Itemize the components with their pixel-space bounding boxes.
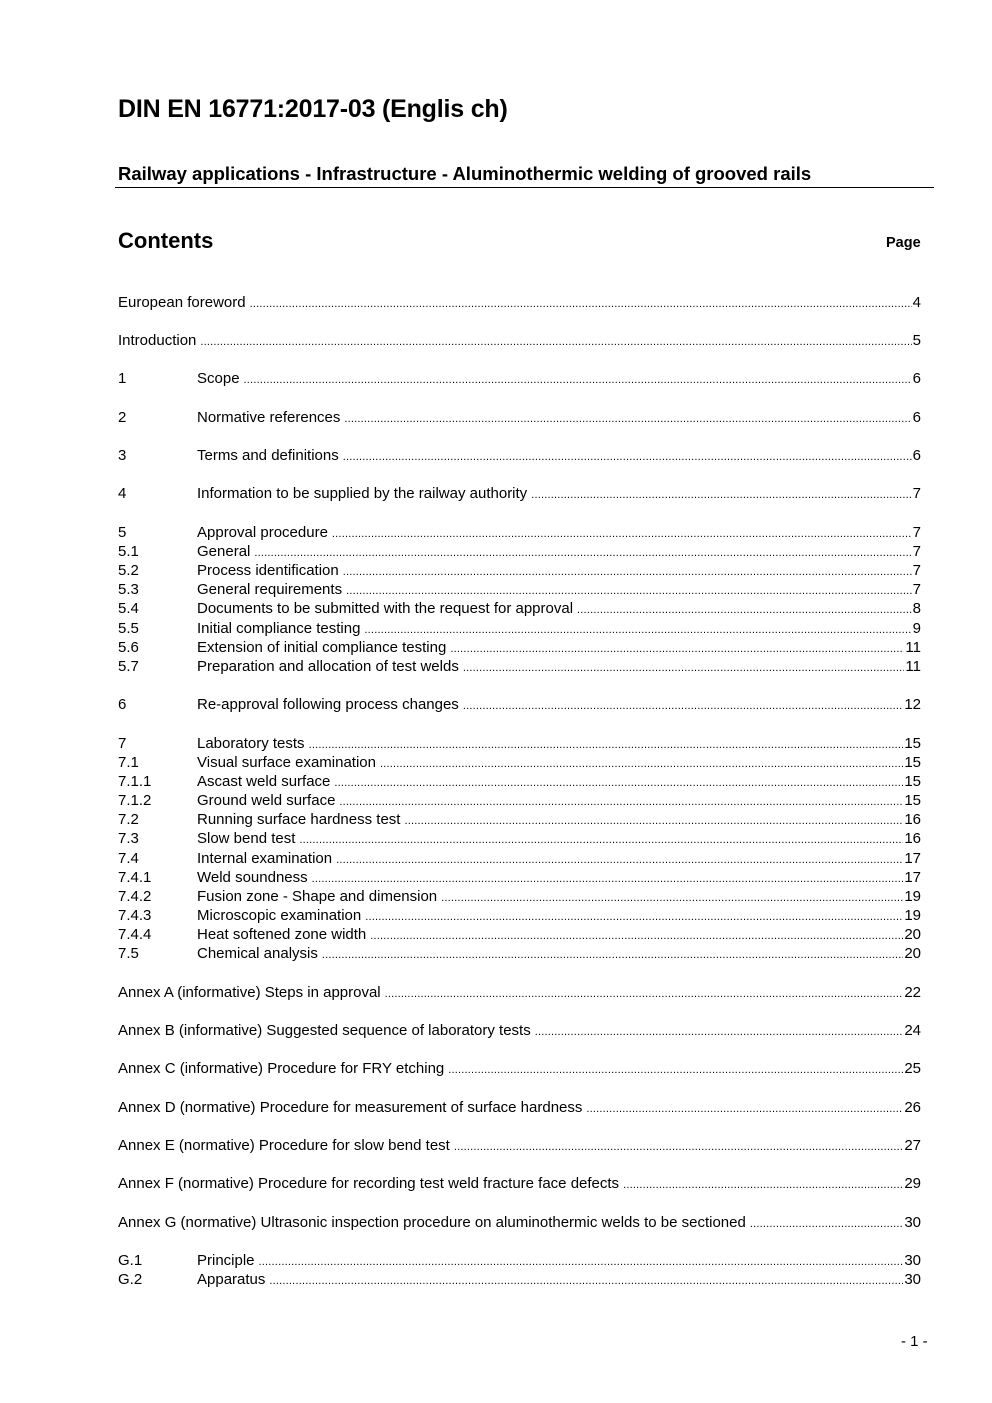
toc-entry[interactable] [118, 1174, 921, 1193]
toc-entry-title: Annex F (normative) Procedure for recording test weld fracture face defects [118, 1175, 620, 1192]
toc-entry[interactable] [118, 925, 921, 944]
toc-entry-title: Laboratory tests [197, 735, 305, 752]
toc-entry-page: 22 [904, 984, 921, 1001]
toc-entry-number: 3 [118, 447, 127, 464]
toc-entry-title: Heat softened zone width [197, 926, 367, 943]
toc-entry-page: 17 [904, 869, 921, 886]
toc-entry[interactable] [118, 983, 921, 1002]
toc-entry-page: 15 [904, 754, 921, 771]
toc-entry[interactable] [118, 753, 921, 772]
page-column-label: Page [886, 235, 921, 251]
toc-entry-page: 25 [904, 1060, 921, 1077]
toc-entry[interactable] [118, 484, 921, 503]
toc-entry-page: 7 [912, 485, 921, 502]
toc-entry-title: Fusion zone - Shape and dimension [197, 888, 438, 905]
toc-entry[interactable] [118, 810, 921, 829]
toc-entry-page: 7 [912, 524, 921, 541]
toc-entry-page: 30 [904, 1271, 921, 1288]
toc-entry[interactable] [118, 829, 921, 848]
toc-entry-number: 7.1 [118, 754, 139, 771]
toc-entry-title: Information to be supplied by the railway authority [197, 485, 528, 502]
toc-entry-page: 16 [904, 830, 921, 847]
toc-entry-number: 5.5 [118, 620, 139, 637]
toc-entry-page: 17 [904, 850, 921, 867]
toc-entry-number: 7.3 [118, 830, 139, 847]
toc-entry-title: Approval procedure [197, 524, 328, 541]
toc-entry-number: 7.1.2 [118, 792, 152, 809]
toc-dot-leader [750, 1215, 904, 1234]
toc-entry[interactable] [118, 619, 921, 638]
toc-entry-page: 12 [904, 696, 921, 713]
toc-entry-title: Visual surface examination [197, 754, 376, 771]
page-number-footer: - 1 - [901, 1333, 928, 1350]
toc-dot-leader [299, 831, 903, 850]
toc-entry[interactable] [118, 657, 921, 676]
toc-entry-number: 2 [118, 409, 127, 426]
toc-entry[interactable] [118, 293, 921, 312]
toc-entry[interactable] [118, 1136, 921, 1155]
toc-dot-leader [577, 601, 912, 620]
toc-entry-number: 7.2 [118, 811, 139, 828]
toc-entry-page: 11 [905, 639, 921, 656]
toc-entry[interactable] [118, 791, 921, 810]
toc-entry-number: 7.1.1 [118, 773, 152, 790]
toc-entry-page: 30 [904, 1214, 921, 1231]
toc-entry-title: Normative references [197, 409, 341, 426]
toc-entry-page: 20 [904, 926, 921, 943]
toc-entry-number: G.2 [118, 1271, 143, 1288]
toc-dot-leader [322, 946, 903, 965]
toc-entry[interactable] [118, 1213, 921, 1232]
title-rule [115, 187, 934, 188]
document-subtitle: Railway applications - Infrastructure - Aluminothermic welding of grooved rails [118, 163, 812, 184]
toc-entry[interactable] [118, 849, 921, 868]
toc-entry-title: Scope [197, 370, 240, 387]
toc-dot-leader [535, 1023, 904, 1042]
toc-entry-number: 7 [118, 735, 127, 752]
contents-heading: Contents [118, 228, 214, 253]
toc-entry[interactable] [118, 580, 921, 599]
document-title: DIN EN 16771:2017-03 (Englis ch) [118, 95, 508, 123]
toc-dot-leader [531, 486, 911, 505]
toc-entry[interactable] [118, 906, 921, 925]
toc-entry[interactable] [118, 734, 921, 753]
toc-entry-title: Annex A (informative) Steps in approval [118, 984, 381, 1001]
toc-entry-page: 19 [904, 907, 921, 924]
toc-dot-leader [343, 448, 912, 467]
toc-entry-page: 7 [912, 562, 921, 579]
toc-entry-title: Terms and definitions [197, 447, 339, 464]
toc-entry-page: 30 [904, 1252, 921, 1269]
toc-entry-number: 7.4.1 [118, 869, 152, 886]
toc-entry-page: 15 [904, 773, 921, 790]
toc-entry-title: Internal examination [197, 850, 333, 867]
toc-dot-leader [344, 410, 911, 429]
toc-entry[interactable] [118, 638, 921, 657]
toc-entry[interactable] [118, 446, 921, 465]
toc-entry-page: 9 [912, 620, 921, 637]
toc-entry-title: Initial compliance testing [197, 620, 361, 637]
toc-entry-page: 16 [904, 811, 921, 828]
toc-entry-number: 7.4 [118, 850, 139, 867]
toc-entry-page: 5 [912, 332, 921, 349]
toc-entry-number: 7.4.4 [118, 926, 152, 943]
toc-dot-leader [448, 1061, 903, 1080]
toc-entry-page: 7 [912, 543, 921, 560]
toc-entry-title: Annex B (informative) Suggested sequence of laboratory tests [118, 1022, 531, 1039]
toc-entry-title: Documents to be submitted with the request for approval [197, 600, 574, 617]
toc-entry-number: 6 [118, 696, 127, 713]
toc-dot-leader [463, 659, 905, 678]
toc-entry-number: 5.2 [118, 562, 139, 579]
toc-entry-page: 6 [912, 370, 921, 387]
toc-entry-title: Weld soundness [197, 869, 308, 886]
toc-entry-title: Principle [197, 1252, 255, 1269]
toc-dot-leader [586, 1100, 903, 1119]
toc-entry-page: 4 [912, 294, 921, 311]
toc-entry-number: 5.1 [118, 543, 139, 560]
toc-entry-title: Chemical analysis [197, 945, 318, 962]
toc-entry-page: 15 [904, 792, 921, 809]
toc-entry[interactable] [118, 944, 921, 963]
toc-entry[interactable] [118, 331, 921, 350]
toc-entry[interactable] [118, 408, 921, 427]
toc-entry-page: 27 [904, 1137, 921, 1154]
toc-entry-title: Ground weld surface [197, 792, 336, 809]
toc-dot-leader [244, 371, 912, 390]
toc-entry-title: Process identification [197, 562, 339, 579]
toc-dot-leader [623, 1176, 903, 1195]
toc-entry-title: General [197, 543, 251, 560]
toc-dot-leader [250, 295, 912, 314]
toc-entry[interactable] [118, 599, 921, 618]
toc-entry[interactable] [118, 772, 921, 791]
toc-dot-leader [269, 1272, 903, 1291]
toc-entry-page: 24 [904, 1022, 921, 1039]
toc-entry-title: Apparatus [197, 1271, 266, 1288]
toc-entry-title: Annex C (informative) Procedure for FRY etching [118, 1060, 445, 1077]
toc-dot-leader [200, 333, 911, 352]
toc-entry[interactable] [118, 1059, 921, 1078]
toc-entry-number: 7.4.3 [118, 907, 152, 924]
toc-entry-number: 5.3 [118, 581, 139, 598]
toc-entry-page: 11 [905, 658, 921, 675]
toc-entry[interactable] [118, 1098, 921, 1117]
toc-entry-title: Re-approval following process changes [197, 696, 459, 713]
toc-entry[interactable] [118, 1251, 921, 1270]
toc-entry-title: Introduction [118, 332, 197, 349]
toc-entry[interactable] [118, 523, 921, 542]
toc-entry[interactable] [118, 1270, 921, 1289]
toc-dot-leader [463, 697, 904, 716]
toc-dot-leader [385, 985, 904, 1004]
toc-entry-number: 5.6 [118, 639, 139, 656]
toc-entry-title: Microscopic examination [197, 907, 362, 924]
toc-entry-title: Ascast weld surface [197, 773, 331, 790]
toc-entry-page: 6 [912, 447, 921, 464]
toc-entry[interactable] [118, 561, 921, 580]
toc-entry-title: Slow bend test [197, 830, 296, 847]
toc-dot-leader [454, 1138, 903, 1157]
toc-entry-title: Extension of initial compliance testing [197, 639, 447, 656]
toc-entry[interactable] [118, 868, 921, 887]
toc-entry-page: 15 [904, 735, 921, 752]
toc-entry-title: Annex D (normative) Procedure for measurement of surface hardness [118, 1099, 583, 1116]
toc-entry-number: 5 [118, 524, 127, 541]
toc-entry-page: 6 [912, 409, 921, 426]
toc-entry-number: G.1 [118, 1252, 143, 1269]
toc-entry-title: Annex G (normative) Ultrasonic inspection procedure on aluminothermic welds to be sectioned [118, 1214, 746, 1231]
toc-entry-number: 4 [118, 485, 127, 502]
toc-entry-page: 29 [904, 1175, 921, 1192]
toc-entry[interactable] [118, 887, 921, 906]
toc-entry-page: 19 [904, 888, 921, 905]
toc-entry-number: 1 [118, 370, 127, 387]
toc-entry-number: 5.7 [118, 658, 139, 675]
toc-entry[interactable] [118, 1021, 921, 1040]
toc-entry-number: 7.5 [118, 945, 139, 962]
toc-entry-title: European foreword [118, 294, 246, 311]
toc-entry[interactable] [118, 369, 921, 388]
toc-entry-title: Running surface hardness test [197, 811, 401, 828]
toc-entry-page: 26 [904, 1099, 921, 1116]
toc-entry-title: Preparation and allocation of test welds [197, 658, 459, 675]
toc-entry-title: General requirements [197, 581, 343, 598]
toc-entry[interactable] [118, 542, 921, 561]
toc-entry-page: 7 [912, 581, 921, 598]
toc-entry-number: 7.4.2 [118, 888, 152, 905]
toc-entry-page: 8 [912, 600, 921, 617]
toc-entry-title: Annex E (normative) Procedure for slow bend test [118, 1137, 450, 1154]
toc-entry-page: 20 [904, 945, 921, 962]
toc-entry-number: 5.4 [118, 600, 139, 617]
toc-entry[interactable] [118, 695, 921, 714]
